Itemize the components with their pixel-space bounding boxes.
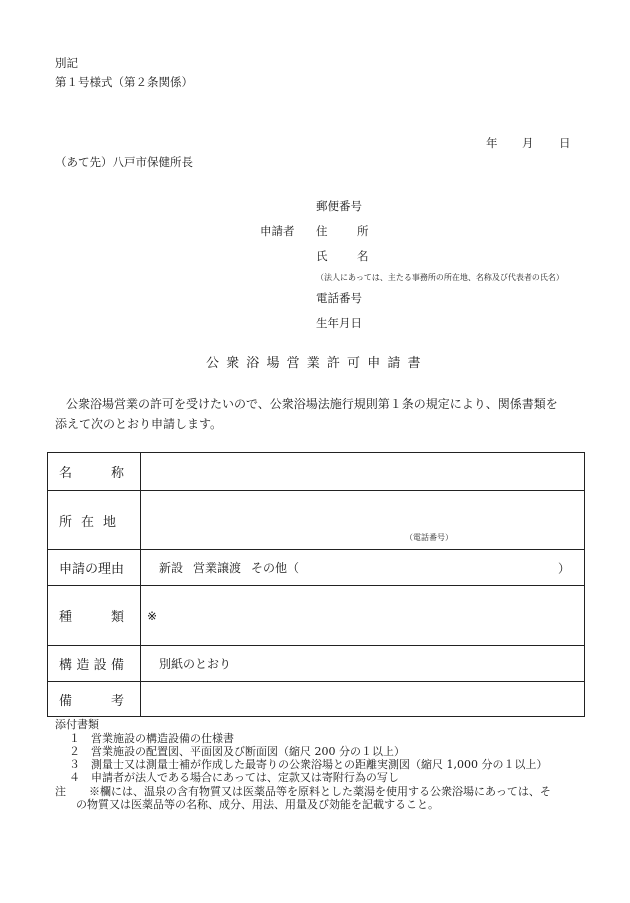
attachment-item-3: ３ 測量士又は測量士補が作成した最寄りの公衆浴場との距離実測図（縮尺 1,000 分の１以上） xyxy=(69,758,548,771)
reason-close-paren: ） xyxy=(557,561,570,575)
bekki-label: 別記 xyxy=(55,56,78,70)
note-line-1: ※欄には、温泉の含有物質又は医薬品等を原料とした薬湯を使用する公衆浴場にあっては、そ xyxy=(89,785,551,798)
reason-option-new[interactable]: 新設 xyxy=(159,561,184,575)
row-remarks xyxy=(48,682,585,717)
document-title: 公衆浴場営業許可申請書 xyxy=(206,356,428,371)
row-type xyxy=(48,586,585,646)
postal-code-label: 郵便番号 xyxy=(316,199,362,213)
row-name xyxy=(48,453,585,491)
intro-line-2: 添えて次のとおり申請します。 xyxy=(55,417,223,431)
location-phone-note: （電話番号） xyxy=(405,533,453,542)
address-label-2: 所 xyxy=(357,224,369,238)
name-label-cell: 名 称 xyxy=(48,453,141,491)
reason-label-cell: 申請の理由 xyxy=(48,550,141,586)
date-year: 年 xyxy=(486,136,498,150)
structure-label-cell: 構 造 設 備 xyxy=(48,646,141,682)
attachment-item-2: ２ 営業施設の配置図、平面図及び断面図（縮尺 200 分の１以上） xyxy=(69,745,405,758)
corporate-note: （法人にあっては、主たる事務所の所在地、名称及び代表者の氏名） xyxy=(316,273,564,282)
type-mark: ※ xyxy=(147,608,158,623)
date-month: 月 xyxy=(522,136,534,150)
note-line-2: の物質又は医薬品等の名称、成分、用法、用量及び効能を記載すること。 xyxy=(76,798,439,811)
address-label-1: 住 xyxy=(316,224,328,238)
structure-field[interactable]: 別紙のとおり xyxy=(141,646,585,682)
facility-name-field[interactable] xyxy=(141,453,585,491)
attachment-item-4: ４ 申請者が法人である場合にあっては、定款又は寄附行為の写し xyxy=(69,771,399,784)
reason-option-transfer[interactable]: 営業譲渡 xyxy=(193,561,242,575)
location-label-cell: 所 在 地 xyxy=(48,491,141,550)
application-table xyxy=(47,452,585,717)
remarks-field[interactable] xyxy=(141,682,585,717)
applicant-label: 申請者 xyxy=(260,224,295,238)
row-location xyxy=(48,491,585,550)
row-reason xyxy=(48,550,585,586)
reason-option-other[interactable]: その他（ xyxy=(251,561,300,575)
date-day: 日 xyxy=(559,136,571,150)
name-label-1: 氏 xyxy=(316,249,328,263)
name-label-2: 名 xyxy=(357,249,369,263)
phone-label: 電話番号 xyxy=(316,291,362,305)
reason-field[interactable] xyxy=(141,550,585,586)
remarks-label-cell: 備 考 xyxy=(48,682,141,717)
note-label: 注 xyxy=(55,785,66,798)
attachments-heading: 添付書類 xyxy=(55,718,99,731)
location-field[interactable] xyxy=(141,491,585,550)
intro-line-1: 公衆浴場営業の許可を受けたいので、公衆浴場法施行規則第１条の規定により、関係書類を xyxy=(66,397,558,411)
form-number: 第１号様式（第２条関係） xyxy=(55,75,193,89)
addressee: （あて先）八戸市保健所長 xyxy=(55,155,193,169)
type-field[interactable] xyxy=(141,586,585,646)
dob-label: 生年月日 xyxy=(316,316,362,330)
row-structure xyxy=(48,646,585,682)
type-label-cell: 種 類 xyxy=(48,586,141,646)
attachment-item-1: １ 営業施設の構造設備の仕様書 xyxy=(69,732,234,745)
